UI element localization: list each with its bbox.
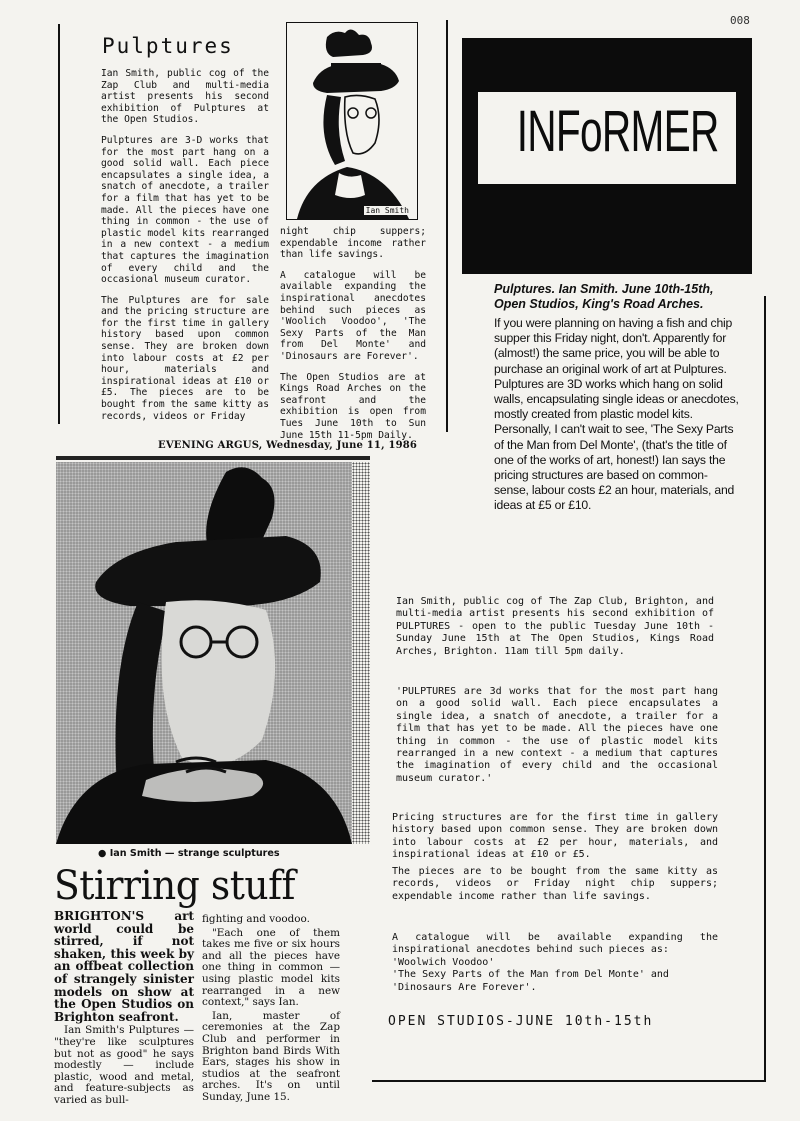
press-catalogue-item: 'The Sexy Parts of the Man from Del Monte' and xyxy=(392,969,669,981)
argus-lead: BRIGHTON'S art world could be stirred, if not shaken, this week by an offbeat collection of strangely sinister models on show at the Open Studios on Brighton seafront. xyxy=(54,909,194,1024)
argus-paragraph: "Each one of them takes me five or six hours and all the pieces have one thing in common — using plastic model kits rearranged in a new context," says Ian. xyxy=(202,926,340,1009)
argus-column-2 xyxy=(202,914,340,1106)
man-in-hat-drawing xyxy=(287,23,417,219)
argus-top-rule xyxy=(56,456,370,460)
press-right-rule xyxy=(764,296,766,1082)
argus-photo-edge xyxy=(352,462,370,844)
editorial-left-rule xyxy=(58,24,60,424)
press-paragraph-1: Ian Smith, public cog of The Zap Club, Brighton, and multi-media artist presents his second exhibition of PULPTURES - open to the public Tuesday June 10th - Sunday June 15th at The Open Studios, Kings Road Arches, Brighton. 11am till 5pm daily. xyxy=(396,596,714,657)
informer-caption: Pulptures. Ian Smith. June 10th-15th, Open Studios, King's Road Arches. xyxy=(494,282,714,311)
editorial-heading: Pulptures xyxy=(102,34,234,58)
press-catalogue-item: 'Woolwich Voodoo' xyxy=(392,956,495,968)
illustration-signature: Ian Smith xyxy=(365,206,409,215)
press-catalogue xyxy=(392,932,718,994)
editorial-body-left xyxy=(101,68,269,431)
argus-column-1 xyxy=(54,910,194,1109)
informer-logo-box xyxy=(462,38,752,274)
informer-body: If you were planning on having a fish and chip supper this Friday night, don't. Apparently for (almost!) the same price, you will be able to purchase an original work of art at Pulptures. Pulptures are 3D works which hang on solid walls, encapsulating single ideas or anecdotes, mostly created from plastic model kits. Personally, I can't wait to see, 'The Sexy Parts of the Man from Del Monte', (that's the title of one of the works of art, honest!) Ian says the pricing structures are based on common-sense, labour costs £2 an hour, materials, and ideas at £5 or £10. xyxy=(494,316,739,513)
argus-paragraph: fighting and voodoo. xyxy=(202,913,310,925)
press-bottom-rule xyxy=(372,1080,766,1082)
press-paragraph-3: Pricing structures are for the first time in gallery history based upon common sense. They are broken down into labour costs at £2 per hour, materials, and inspirational ideas at £10 or £5. xyxy=(392,812,718,861)
informer-logo-panel xyxy=(478,92,736,184)
editorial-paragraph: night chip suppers; expendable income rather than life savings. xyxy=(280,226,426,261)
argus-paragraph: Ian Smith's Pulptures — "they're like sculptures but not as good" he says modestly — include plastic, wood and metal, and feature-subjects as varied as bull- xyxy=(54,1024,194,1106)
editorial-paragraph: Ian Smith, public cog of the Zap Club and multi-media artist presents his second exhibition of Pulptures at the Open Studios. xyxy=(101,68,269,126)
press-catalogue-intro: A catalogue will be available expanding the inspirational anecdotes behind such pieces as: xyxy=(392,932,718,956)
argus-paragraph: Ian, master of ceremonies at the Zap Club and performer in Brighton band Birds With Ears, stages his show in studios at the seafront arches. It's on until Sunday, June 15. xyxy=(202,1009,340,1103)
press-paragraph-2: 'PULPTURES are 3d works that for the most part hang on a good solid wall. Each piece encapsulates a single idea, a snatch of anecdote, a trailer for a film that has yet to be made. All the pieces have one thing in common - the use of plastic model kits rearranged in a new context - a medium that captures the imagination of every child and the occasional museum curator.' xyxy=(396,686,718,784)
press-catalogue-item: 'Dinosaurs Are Forever'. xyxy=(392,981,537,993)
editorial-right-rule xyxy=(446,20,448,432)
informer-logo: INFoRMER xyxy=(516,99,719,164)
editorial-paragraph: The Open Studios are at Kings Road Arches on the seafront and the exhibition is open from Tues June 10th to Sun June 15th 11-5pm Daily. xyxy=(280,371,426,441)
ian-smith-portrait xyxy=(56,462,352,844)
bullet-icon: ● xyxy=(98,848,110,859)
press-paragraph-4: The pieces are to be bought from the same kitty as records, videos or Friday night chip suppers; expendable income rather than life savings. xyxy=(392,866,718,902)
argus-photo-caption xyxy=(98,848,280,859)
argus-dateline: EVENING ARGUS, Wednesday, June 11, 1986 xyxy=(158,440,418,451)
page-number: 008 xyxy=(730,14,750,27)
press-footer: OPEN STUDIOS-JUNE 10th-15th xyxy=(388,1014,654,1029)
argus-photo-caption-text: Ian Smith — strange sculptures xyxy=(109,848,280,859)
editorial-body-right xyxy=(280,226,426,450)
editorial-paragraph: The Pulptures are for sale and the pricing structure are for the first time in gallery history based upon common sense. They are broken down into labour costs at £2 per hour, materials and inspirational ideas at £10 or £5. The pieces are to be bought from the same kitty as records, videos or Friday xyxy=(101,294,269,422)
editorial-paragraph: A catalogue will be available expanding the inspirational anecdotes behind such pieces as 'Woolich Voodoo', 'The Sexy Parts of the Man from Del Monte' and 'Dinosaurs are Forever'. xyxy=(280,269,426,362)
editorial-illustration xyxy=(286,22,418,220)
argus-headline: Stirring stuff xyxy=(54,863,295,909)
argus-photo xyxy=(56,462,352,844)
editorial-paragraph: Pulptures are 3-D works that for the most part hang on a good solid wall. Each piece encapsulates a single idea, a snatch of anecdote, a trailer for a film that has yet to be made. All the pieces have one thing in common - the use of plastic model kits rearranged in a new context - a medium that captures the imagination of every child and the occasional museum curator. xyxy=(101,134,269,286)
